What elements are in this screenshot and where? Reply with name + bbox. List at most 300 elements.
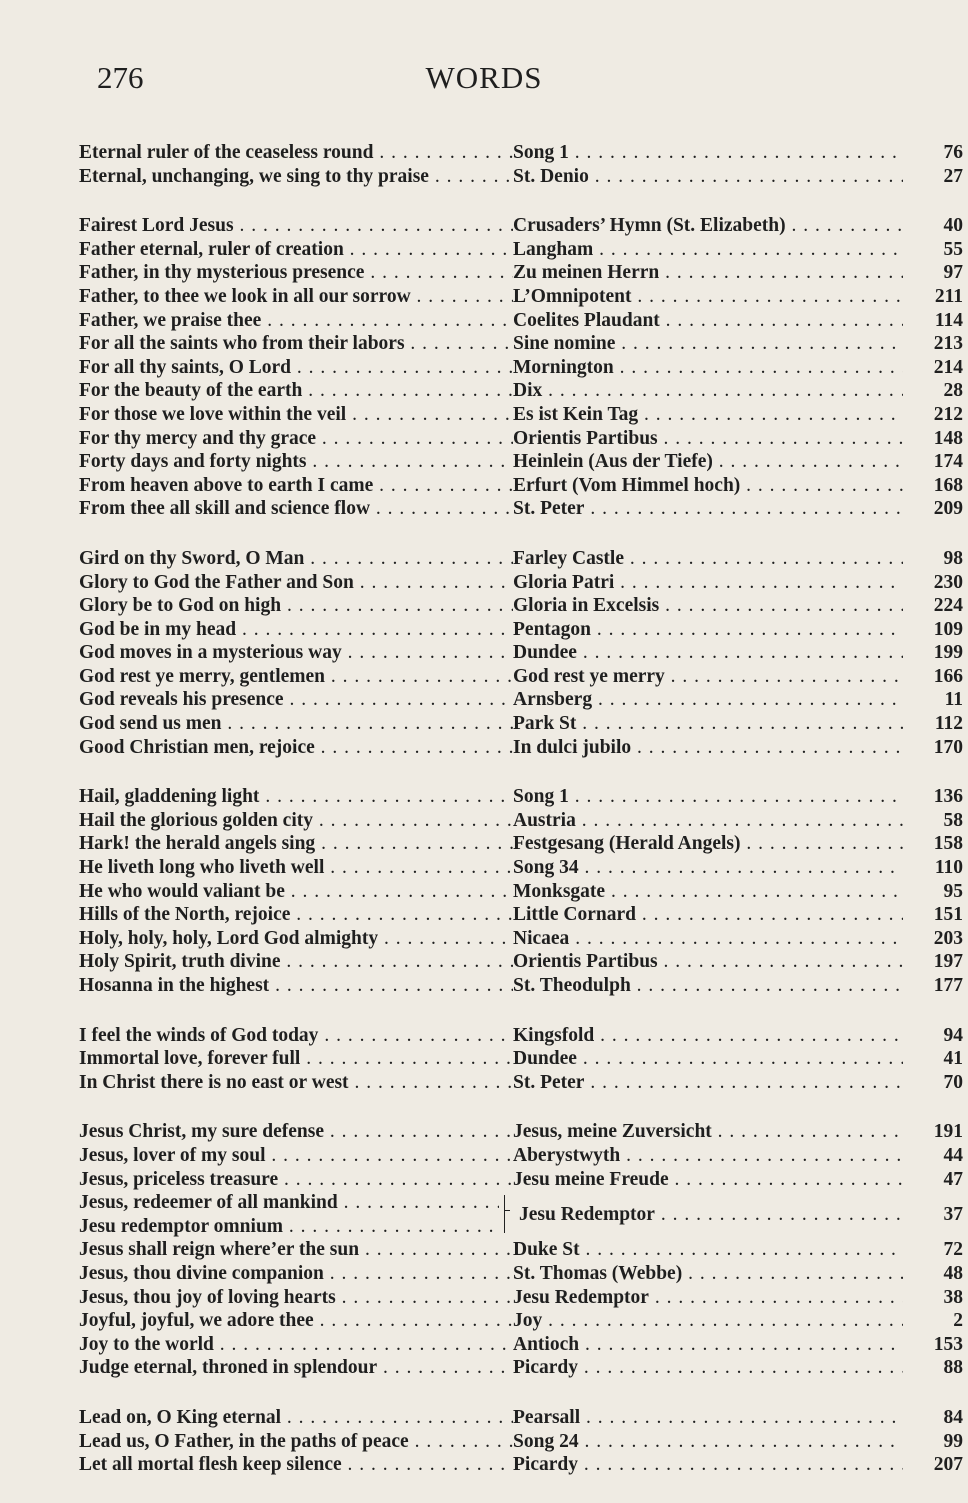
first-line-text: Holy Spirit, truth divine [79,951,281,973]
tune-name-text: Austria [513,809,576,831]
tune-name [513,1309,903,1333]
tune-name [513,1453,903,1477]
index-entry [79,1453,963,1477]
tune-name [513,1286,903,1310]
letter-group [79,1024,963,1095]
index-entry [79,903,963,927]
tune-name [513,785,903,809]
first-line [79,1356,513,1380]
first-line [79,1333,513,1357]
first-line-text: Jesus, lover of my soul [79,1144,266,1166]
tune-name [513,1406,903,1430]
index-entry [79,285,963,309]
hymn-number: 70 [943,1071,963,1093]
tune-name-text: Song 1 [513,142,569,163]
tune-name-text: Jesu Redemptor [513,1286,649,1308]
tune-name [513,1262,903,1286]
hymn-number: 40 [943,215,963,237]
tune-name [513,809,903,833]
first-line-text: Gird on thy Sword, O Man [79,547,305,569]
tune-name [513,974,903,998]
first-line [79,1238,513,1262]
hymn-number: 177 [933,975,963,996]
tune-name [513,618,903,642]
first-line-text: For all the saints who from their labors [79,333,405,355]
page-number: 276 [97,60,144,95]
tune-name-text: Pearsall [513,1406,581,1428]
first-line [79,1191,499,1215]
index-entry [79,309,963,333]
tune-name-text: Jesus, meine Zuversicht [513,1121,712,1143]
first-line-text: Fairest Lord Jesus [79,215,234,237]
index-entry [79,950,963,974]
tune-name-text: Dundee [513,1048,577,1070]
hymn-number: 84 [943,1406,963,1428]
tune-name-text: Joy [513,1310,543,1332]
tune-name-text: Crusaders’ Hymn (St. Elizabeth) [513,215,786,237]
first-line [79,379,513,403]
first-line [79,547,513,571]
index-entry [79,1262,963,1286]
tune-name [513,641,903,665]
hymn-number: 153 [933,1333,963,1355]
tune-name-text: Picardy [513,1357,578,1379]
first-line-text: I feel the winds of God today [79,1024,319,1046]
first-line-text: Immortal love, forever full [79,1048,301,1070]
tune-name [513,285,903,309]
tune-name [513,856,903,880]
first-line-text: Jesus, thou joy of loving hearts [79,1286,336,1308]
first-line [79,736,513,760]
index-entry [79,618,963,642]
first-line [79,665,513,689]
tune-name-text: Park St [513,713,577,735]
hymn-number: 191 [933,1121,963,1143]
index-entry [79,1406,963,1430]
tune-name-text: St. Theodulph [513,975,631,996]
brace-bracket [504,1195,511,1233]
tune-name [513,1333,903,1357]
hymn-number: 48 [943,1262,963,1284]
tune-name-text: Langham [513,238,594,260]
first-line [79,927,513,951]
hymn-number: 151 [933,904,963,926]
first-line [79,1024,513,1048]
first-line [79,571,513,595]
tune-name-text: Orientis Partibus [513,427,658,449]
index-entry [79,974,963,998]
index-entry-pair [79,1191,963,1238]
hymn-number: 213 [933,333,963,355]
hymn-number: 94 [943,1024,963,1046]
hymn-number: 136 [933,786,963,808]
hymn-number: 174 [933,451,963,473]
first-line-text: He liveth long who liveth well [79,857,325,879]
hymn-number: 211 [934,285,963,307]
first-line-text: For thy mercy and thy grace [79,427,317,449]
index-entry [79,688,963,712]
hymn-number: 166 [933,665,963,687]
hymn-number: 197 [933,951,963,973]
letter-group [79,785,963,997]
hymn-number: 214 [933,356,963,378]
hymn-number: 203 [933,927,963,949]
letter-group [79,214,963,521]
first-line [79,832,513,856]
tune-name [513,1144,903,1168]
first-line [79,1120,513,1144]
letter-group [79,547,963,759]
tune-name [513,214,903,238]
hymn-number: 98 [943,547,963,569]
first-line [79,1047,513,1071]
first-line-text: God send us men [79,713,222,735]
index-entry [79,712,963,736]
first-line [79,688,513,712]
first-line-text: Good Christian men, rejoice [79,736,315,758]
tune-name [513,1430,903,1454]
first-line [79,1144,513,1168]
first-line-text: Jesus, priceless treasure [79,1168,279,1190]
index-entry [79,1238,963,1262]
hymn-number: 27 [943,165,963,187]
first-line-text: From heaven above to earth I came [79,474,374,496]
tune-name-text: St. Denio [513,165,589,187]
tune-name [513,1024,903,1048]
first-line-text: Forty days and forty nights [79,451,307,473]
first-line [79,165,513,189]
tune-name-text: Gloria Patri [513,571,615,593]
hymn-number: 112 [934,713,963,735]
first-line-text: Holy, holy, holy, Lord God almighty [79,927,379,949]
tune-name-text: Picardy [513,1454,578,1476]
first-line-text: Eternal, unchanging, we sing to thy praise [79,165,429,187]
index-entry [79,832,963,856]
tune-name [513,832,903,856]
first-line [79,450,513,474]
index-entry [79,214,963,238]
first-line-text: Let all mortal flesh keep silence [79,1454,342,1476]
hymn-number: 114 [934,309,963,331]
index-entry [79,1144,963,1168]
hymn-number: 168 [933,474,963,496]
tune-name-text: Farley Castle [513,547,625,569]
tune-name-text: Es ist Kein Tag [513,403,639,425]
tune-name [513,665,903,689]
tune-name-text: Dix [513,380,543,402]
tune-name-text: God rest ye merry [513,665,665,687]
tune-name [513,474,903,498]
hymn-number: 41 [943,1048,963,1070]
index-entry [79,403,963,427]
first-line-text: Hills of the North, rejoice [79,904,291,926]
tune-name [513,880,903,904]
tune-name [513,427,903,451]
hymn-number: 230 [933,571,963,593]
hymn-number: 11 [944,689,963,711]
tune-name-text: Arnsberg [513,689,593,711]
index-entry [79,141,963,165]
first-line-text: In Christ there is no east or west [79,1071,349,1093]
hymn-index [79,141,963,1503]
tune-name-text: Sine nomine [513,333,616,355]
tune-name-text: Song 24 [513,1430,579,1452]
index-entry [79,736,963,760]
index-entry [79,1024,963,1048]
first-line-text: God reveals his presence [79,689,284,711]
tune-name [513,712,903,736]
first-line-text: Jesus shall reign where’er the sun [79,1239,360,1261]
tune-name [513,1168,903,1192]
tune-name-text: Pentagon [513,618,591,640]
index-entry [79,165,963,189]
first-line [79,214,513,238]
tune-name [513,1120,903,1144]
first-line [79,1406,513,1430]
first-line [79,1168,513,1192]
tune-name-text: Zu meinen Herrn [513,262,660,284]
hymn-number: 38 [943,1286,963,1308]
hymn-number: 170 [933,736,963,758]
first-line-text: He who would valiant be [79,880,285,902]
index-entry [79,594,963,618]
tune-name-text: St. Thomas (Webbe) [513,1262,683,1284]
hymn-number: 199 [933,642,963,664]
first-line [79,641,513,665]
first-line [79,141,513,165]
letter-group [79,1406,963,1477]
first-line [79,618,513,642]
tune-name [513,547,903,571]
tune-name [513,497,903,521]
first-line-text: From thee all skill and science flow [79,498,371,520]
tune-name [513,950,903,974]
first-line-text: Hail the glorious golden city [79,809,313,831]
index-entry [79,1309,963,1333]
hymn-number: 58 [943,809,963,831]
index-entry [79,927,963,951]
tune-name [519,1203,903,1227]
index-entry [79,474,963,498]
first-line-text: For all thy saints, O Lord [79,356,291,378]
first-line [79,809,513,833]
first-line-text: Joy to the world [79,1333,214,1355]
tune-name-text: Erfurt (Vom Himmel hoch) [513,474,741,496]
hymn-number: 28 [943,380,963,402]
index-entry [79,571,963,595]
first-line-text: Jesus, thou divine companion [79,1262,324,1284]
tune-name-text: Jesu Redemptor [519,1204,655,1226]
index-entry [79,1333,963,1357]
tune-name-text: Song 34 [513,857,579,879]
tune-name-text: In dulci jubilo [513,736,632,758]
index-entry [79,785,963,809]
tune-name [513,238,903,262]
first-line-text: For the beauty of the earth [79,380,303,402]
first-line [79,594,513,618]
index-entry [79,1071,963,1095]
hymn-number: 37 [943,1204,963,1226]
first-line [79,285,513,309]
tune-name-text: Duke St [513,1239,580,1261]
tune-name [513,903,903,927]
letter-group [79,141,963,188]
tune-name-text: Gloria in Excelsis [513,595,660,617]
index-entry [79,427,963,451]
index-entry [79,809,963,833]
tune-name [513,1356,903,1380]
first-line-text: Hosanna in the highest [79,975,270,996]
first-line-text: Jesus Christ, my sure defense [79,1121,325,1143]
first-line-text: Jesu redemptor omnium [79,1215,284,1237]
hymn-number: 76 [943,142,963,163]
first-line [79,309,513,333]
tune-name-text: Kingsfold [513,1024,595,1046]
first-line-text: Father, in thy mysterious presence [79,262,365,284]
first-line [79,1453,513,1477]
index-entry [79,665,963,689]
first-line-text: Lead on, O King eternal [79,1406,282,1428]
hymn-number: 158 [933,833,963,855]
first-line-text: Eternal ruler of the ceaseless round [79,142,374,163]
tune-name [513,594,903,618]
first-line-text: Glory be to God on high [79,595,282,617]
index-entry [79,1168,963,1192]
tune-name-text: Festgesang (Herald Angels) [513,833,741,855]
index-entry [79,238,963,262]
first-line-text: God rest ye merry, gentlemen [79,665,326,687]
first-line [79,1262,513,1286]
page-title: WORDS [425,60,543,95]
hymn-number: 97 [943,262,963,284]
index-entry [79,1356,963,1380]
first-line [79,1309,513,1333]
tune-name [513,450,903,474]
hymn-number: 207 [933,1454,963,1476]
first-line-text: Glory to God the Father and Son [79,571,354,593]
tune-name [513,403,903,427]
hymn-number: 148 [933,427,963,449]
tune-name-text: Coelites Plaudant [513,309,660,331]
tune-name-text: Little Cornard [513,904,636,926]
hymn-number: 2 [953,1310,963,1332]
first-line [79,856,513,880]
first-line-text: Father, to thee we look in all our sorrow [79,285,411,307]
index-entry [79,641,963,665]
first-line [79,497,513,521]
tune-name-text: Jesu meine Freude [513,1168,669,1190]
tune-name-text: Nicaea [513,927,570,949]
first-line [79,474,513,498]
first-line [79,332,513,356]
first-line-text: For those we love within the veil [79,403,347,425]
hymn-number: 224 [933,595,963,617]
index-entry [79,856,963,880]
hymn-number: 99 [943,1430,963,1452]
first-line [79,974,513,998]
index-entry [79,261,963,285]
tune-name-text: St. Peter [513,498,585,520]
hymn-number: 209 [933,498,963,520]
hymn-number: 109 [933,618,963,640]
index-entry [79,880,963,904]
page-header [0,60,968,100]
first-line-text: God moves in a mysterious way [79,642,342,664]
tune-name [513,261,903,285]
tune-name [513,356,903,380]
hymn-number: 110 [934,857,963,879]
tune-name [513,379,903,403]
tune-name-text: Song 1 [513,786,569,808]
first-line [79,427,513,451]
first-line-text: Father eternal, ruler of creation [79,238,344,260]
first-line [79,356,513,380]
tune-name [513,927,903,951]
first-line [79,880,513,904]
tune-name [513,309,903,333]
letter-group [79,1120,963,1380]
tune-name-text: Antioch [513,1333,580,1355]
first-line-text: Jesus, redeemer of all mankind [79,1192,338,1214]
tune-name [513,736,903,760]
hymn-number: 55 [943,238,963,260]
hymn-number: 95 [943,880,963,902]
tune-name [513,688,903,712]
tune-name [513,1047,903,1071]
hymn-number: 212 [933,403,963,425]
first-line [79,1286,513,1310]
tune-name-text: Orientis Partibus [513,951,658,973]
tune-name-text: Monksgate [513,880,606,902]
tune-name-text: L’Omnipotent [513,285,632,307]
index-entry [79,1120,963,1144]
hymn-number: 47 [943,1168,963,1190]
index-entry [79,356,963,380]
first-line [79,403,513,427]
index-entry [79,1047,963,1071]
index-entry [79,1286,963,1310]
first-line-text: Joyful, joyful, we adore thee [79,1310,314,1332]
index-entry [79,379,963,403]
hymn-number: 44 [943,1144,963,1166]
first-line [79,261,513,285]
tune-name-text: Mornington [513,356,614,378]
index-entry [79,497,963,521]
first-line-text: Hark! the herald angels sing [79,833,316,855]
tune-name-text: St. Peter [513,1071,585,1093]
index-entry [79,332,963,356]
first-line-text: God be in my head [79,618,237,640]
tune-name [513,1238,903,1262]
first-line [79,1215,499,1239]
tune-name-text: Dundee [513,642,577,664]
first-line-text: Lead us, O Father, in the paths of peace [79,1430,409,1452]
first-line [79,785,513,809]
first-line [79,903,513,927]
first-line [79,1071,513,1095]
index-entry [79,450,963,474]
hymn-number: 72 [943,1239,963,1261]
index-entry [79,547,963,571]
tune-name-text: Aberystwyth [513,1144,621,1166]
hymn-number: 88 [943,1357,963,1379]
index-entry [79,1430,963,1454]
tune-name [513,332,903,356]
first-line [79,712,513,736]
tune-name [513,141,903,165]
first-line-text: Judge eternal, throned in splendour [79,1357,378,1379]
first-line [79,1430,513,1454]
